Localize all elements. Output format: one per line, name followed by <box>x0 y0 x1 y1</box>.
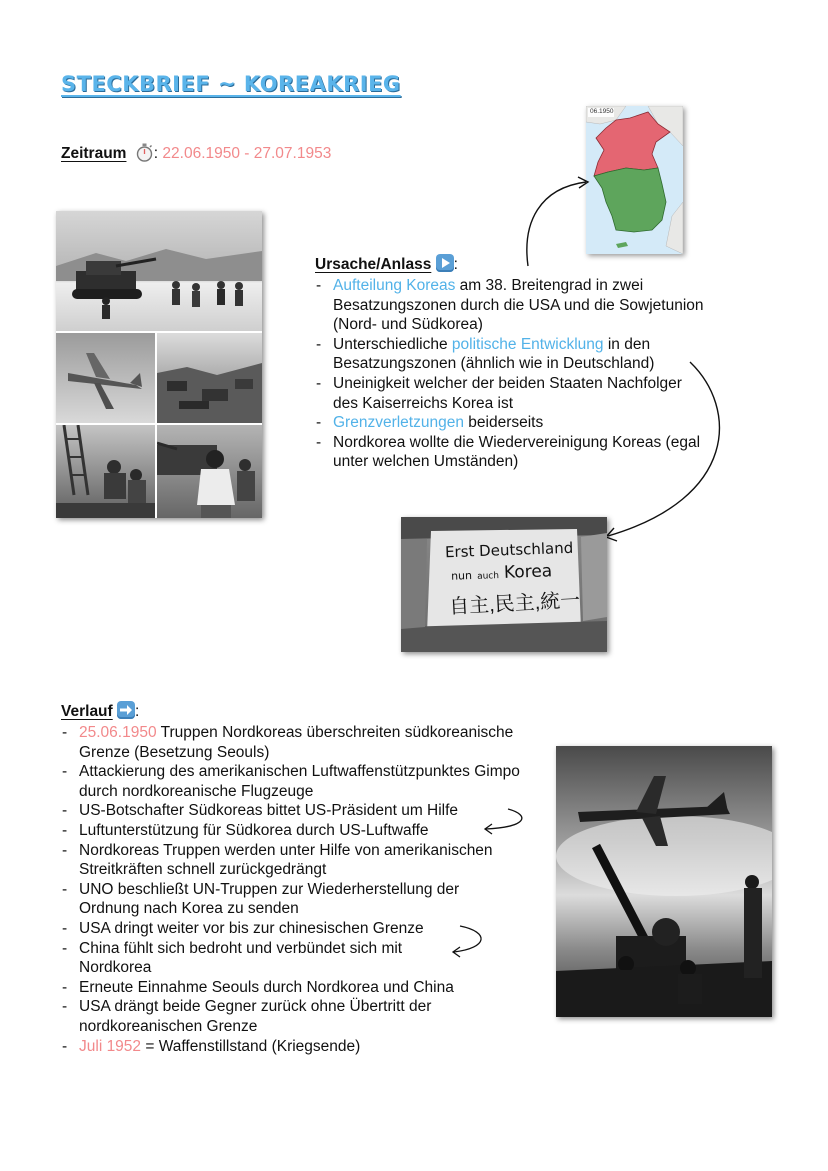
map-label: 06.1950 <box>590 108 614 115</box>
list-item: - Nordkorea wollte die Wiedervereinigung Koreas (egal unter welchen Umständen) <box>314 433 704 472</box>
list-item: - US-Botschafter Südkoreas bittet US-Präsident um Hilfe <box>60 801 520 821</box>
list-item: - Luftunterstützung für Südkorea durch US-Luftwaffe <box>60 821 520 841</box>
play-icon <box>436 254 454 272</box>
graffiti-wall-photo <box>401 517 607 652</box>
zeitraum-label: Zeitraum <box>61 145 127 162</box>
arrow-to-graffiti <box>598 358 738 544</box>
ursache-heading: Ursache/Anlass <box>315 256 432 273</box>
verlauf-heading-line <box>61 701 139 721</box>
list-item: - UNO beschließt UN-Truppen zur Wiederherstellung der Ordnung nach Korea zu senden <box>60 880 520 919</box>
list-item: - USA drängt beide Gegner zurück ohne Übertritt der nordkoreanischen Grenze <box>60 997 520 1036</box>
anti-aircraft-photo <box>556 746 772 1017</box>
verlauf-colon: : <box>135 703 140 720</box>
zeitraum-dates: 22.06.1950 - 27.07.1953 <box>162 145 332 162</box>
list-item: - 25.06.1950 Truppen Nordkoreas überschreiten südkoreanische Grenze (Besetzung Seouls) <box>60 723 520 762</box>
zeitraum-line <box>61 143 331 167</box>
ursache-heading-line <box>315 254 458 274</box>
graffiti-line-3: 自主,民主,統一 <box>448 589 581 619</box>
destroyed-town-photo <box>157 333 262 423</box>
verlauf-heading: Verlauf <box>61 703 113 720</box>
verlauf-list <box>60 723 520 1056</box>
list-item: - USA dringt weiter vor bis zur chinesischen Grenze <box>60 919 520 939</box>
list-item: - Attackierung des amerikanischen Luftwaffenstützpunktes Gimpo durch nordkoreanische Flugzeuge <box>60 762 520 801</box>
tank-snow-photo <box>56 211 262 331</box>
arrow-usa-to-china <box>448 922 488 958</box>
stopwatch-icon <box>135 143 154 167</box>
soldiers-ladder-photo <box>56 425 155 518</box>
list-item: - Juli 1952 = Waffenstillstand (Kriegsende) <box>60 1037 520 1057</box>
list-item: - Uneinigkeit welcher der beiden Staaten Nachfolger des Kaiserreichs Korea ist <box>314 374 704 413</box>
page-title: STECKBRIEF ~ KOREAKRIEG <box>61 72 401 96</box>
list-item: - Nordkoreas Truppen werden unter Hilfe von amerikanischen Streitkräften schnell zurückgedrängt <box>60 841 520 880</box>
arrow-botschafter-to-luftunterstuetzung <box>478 805 528 835</box>
graffiti-line-1: Erst Deutschland <box>444 538 574 562</box>
arrow-right-icon <box>117 701 135 719</box>
list-item: - China fühlt sich bedroht und verbündet sich mit Nordkorea <box>60 939 449 978</box>
war-photo-collage <box>56 211 262 518</box>
korea-map <box>586 106 683 254</box>
child-tank-photo <box>157 425 262 518</box>
ursache-colon: : <box>453 256 458 273</box>
list-item: - Grenzverletzungen beiderseits <box>314 413 704 433</box>
list-item: - Unterschiedliche politische Entwicklung in den Besatzungszonen (ähnlich wie in Deutschland) <box>314 335 704 374</box>
jet-photo <box>56 333 155 423</box>
list-item: - Erneute Einnahme Seouls durch Nordkorea und China <box>60 978 520 998</box>
zeitraum-colon: : <box>153 145 159 162</box>
list-item: - Aufteilung Koreas am 38. Breitengrad in zwei Besatzungszonen durch die USA und die Sowjetunion (Nord- und Südkorea) <box>314 276 704 335</box>
arrow-map-to-ursache <box>520 172 600 272</box>
graffiti-line-2: nun auch Korea <box>450 561 553 583</box>
